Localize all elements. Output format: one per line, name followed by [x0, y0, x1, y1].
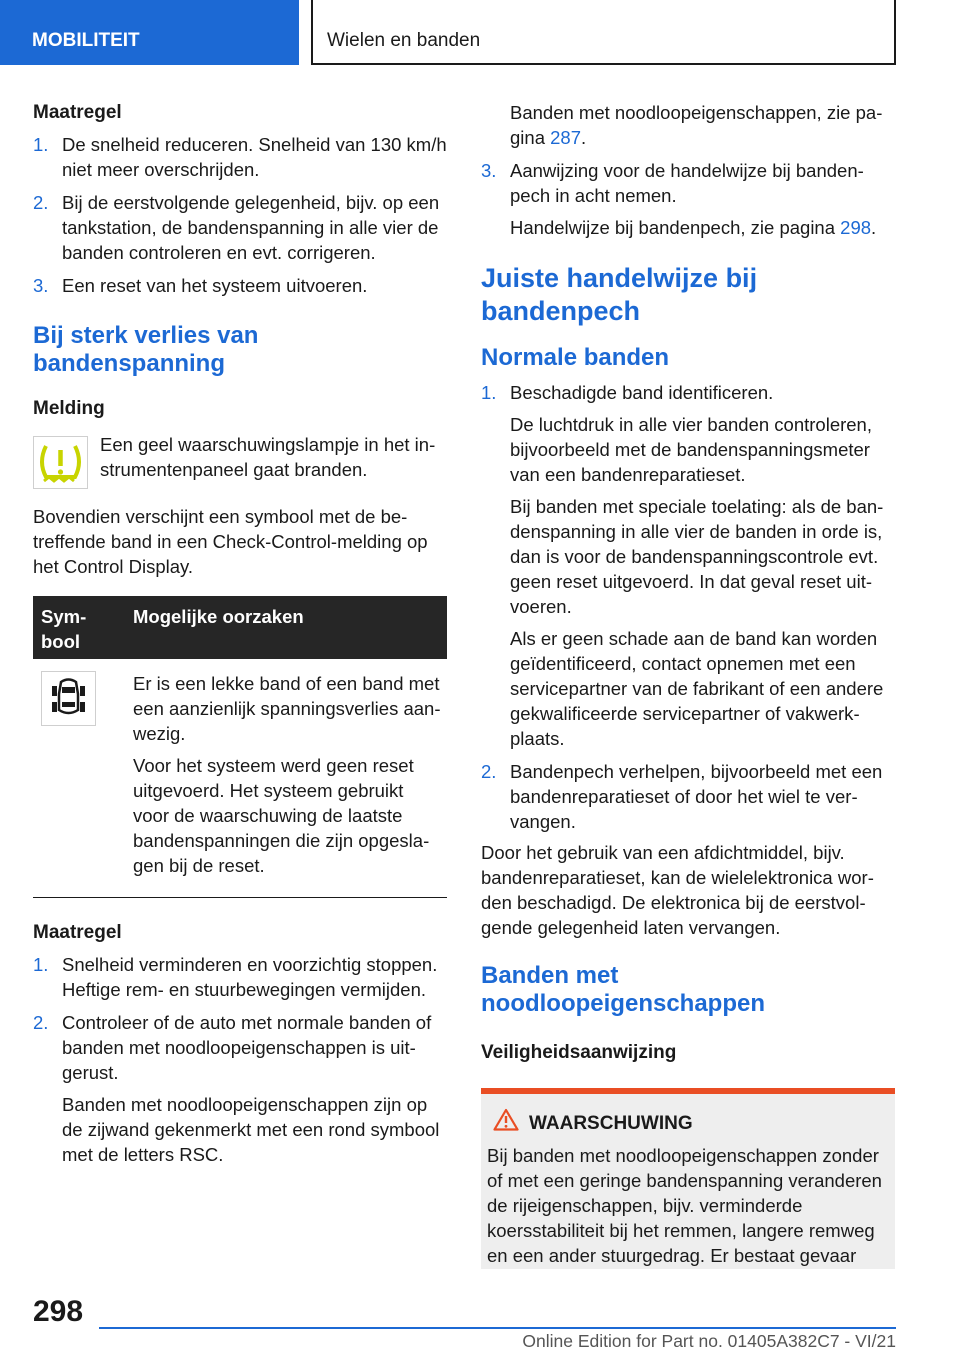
list-item: 3. Een reset van het systeem uitvoeren.: [33, 275, 368, 296]
table-header-causes: Mogelijke oorzaken: [125, 596, 447, 659]
list-item: 2. Bandenpech verhelpen, bijvoorbeeld met een bandenreparatieset of door het wiel te vervangen.: [481, 761, 883, 832]
cause-text: Voor het systeem werd geen reset uitgevoerd. Het systeem gebruikt voor de waarschuwing de laatste bandenspanningen die zijn opgeslagen bij de reset.: [133, 755, 430, 876]
warning-title: WAARSCHUWING: [529, 1112, 693, 1134]
page-number: 298: [33, 1295, 84, 1328]
list-item: 2. Controleer of de auto met normale banden of banden met noodloopeigenschappen is uitgerust. Banden met noodloopeigenschappen zijn op de zijwand gekenmerkt met een rond symbool met de letters RSC.: [33, 1012, 440, 1165]
maatregel-list: [33, 952, 447, 1167]
warning-text: Bij banden met noodloopeigenschappen zonder of met een geringe bandenspanning veranderen de rijeigenschappen, bijv. verminderde koersstabiliteit bij het remmen, langere remweg en een ander stuurgedrag. Er bestaat gevaar: [487, 1145, 882, 1266]
safety-heading: Veiligheidsaanwijzing: [481, 1042, 677, 1063]
section-heading: Bij sterk verlies van bandenspanning: [33, 322, 259, 377]
warning-lamp-row: [33, 436, 447, 496]
maatregel-heading: Maatregel: [33, 922, 122, 943]
continued-list: [481, 100, 895, 240]
melding-heading: Melding: [33, 398, 105, 419]
maatregel-heading: Maatregel: [33, 102, 122, 123]
check-control-paragraph: Bovendien verschijnt een symbool met de betreffende band in een Check-Control-melding op het Control Display.: [33, 506, 428, 577]
section-tab: MOBILITEIT: [0, 0, 299, 65]
main-heading: Juiste handelwijze bij bandenpech: [481, 263, 758, 326]
lamp-description: Een geel waarschuwingslampje in het instrumentenpaneel gaat branden.: [100, 434, 436, 480]
tire-pressure-warning-icon: [33, 436, 88, 489]
footer-divider: [99, 1327, 896, 1329]
table-header-symbol: Symbool: [33, 596, 125, 659]
section-heading: Normale banden: [481, 344, 670, 371]
table-row: [33, 659, 447, 898]
list-item: 1. Snelheid verminderen en voorzichtig stoppen. Heftige rem- en stuurbewegingen vermijden.: [33, 954, 438, 1000]
list-item: 3. Aanwijzing voor de handelwijze bij bandenpech in acht nemen. Handelwijze bij bandenpech, zie pagina 298.: [481, 160, 877, 238]
page-link[interactable]: 298: [840, 217, 872, 238]
sealant-paragraph: Door het gebruik van een afdichtmiddel, bijv. bandenreparatieset, kan de wielelektronica worden beschadigd. De elektronica bij de eerstvolgende gelegenheid laten vervangen.: [481, 842, 874, 938]
list-item: Banden met noodloopeigenschappen, zie pagina 287.: [510, 102, 883, 148]
cause-text: Er is een lekke band of een band met een aanzienlijk spanningsverlies aanwezig.: [133, 673, 441, 744]
car-tire-symbol-icon: [41, 671, 96, 726]
warning-triangle-icon: [493, 1108, 519, 1139]
right-column: [481, 100, 895, 1269]
edition-note: Online Edition for Part no. 01405A382C7 - VI/21: [522, 1331, 896, 1351]
symbol-table: [33, 596, 447, 898]
page-link[interactable]: 287: [550, 127, 581, 148]
chapter-tab: Wielen en banden: [311, 0, 896, 65]
warning-box: [481, 1088, 895, 1269]
list-item: 1. De snelheid reduceren. Snelheid van 130 km/h niet meer overschrijden.: [33, 134, 447, 180]
table-header-row: [33, 596, 447, 659]
list-item: 2. Bij de eerstvolgende gelegenheid, bijv. op een tankstation, de bandenspanning in alle vier de banden controleren en evt. corrigeren.: [33, 192, 440, 263]
left-column: [33, 100, 447, 1175]
list-item: 1. Beschadigde band identificeren. De luchtdruk in alle vier banden controleren, bijvoorbeeld met de bandenspanningsmeter van een bandenreparatieset. Bij banden met speciale toelating: als de bandenspanning in alle vier de banden in orde is, dan is voor de bandenspanningscontrole evt. geen reset uitgevoerd. In dat geval reset uitvoeren. Als er geen schade aan de band kan worden geïdentificeerd, contact opnemen met een servicepartner van de fabrikant of een andere gekwalificeerde servicepartner of vakwerkplaats.: [481, 382, 884, 749]
maatregel-list: [33, 132, 447, 298]
normal-tires-list: [481, 380, 895, 834]
section-heading: Banden met noodloopeigenschappen: [481, 962, 766, 1017]
